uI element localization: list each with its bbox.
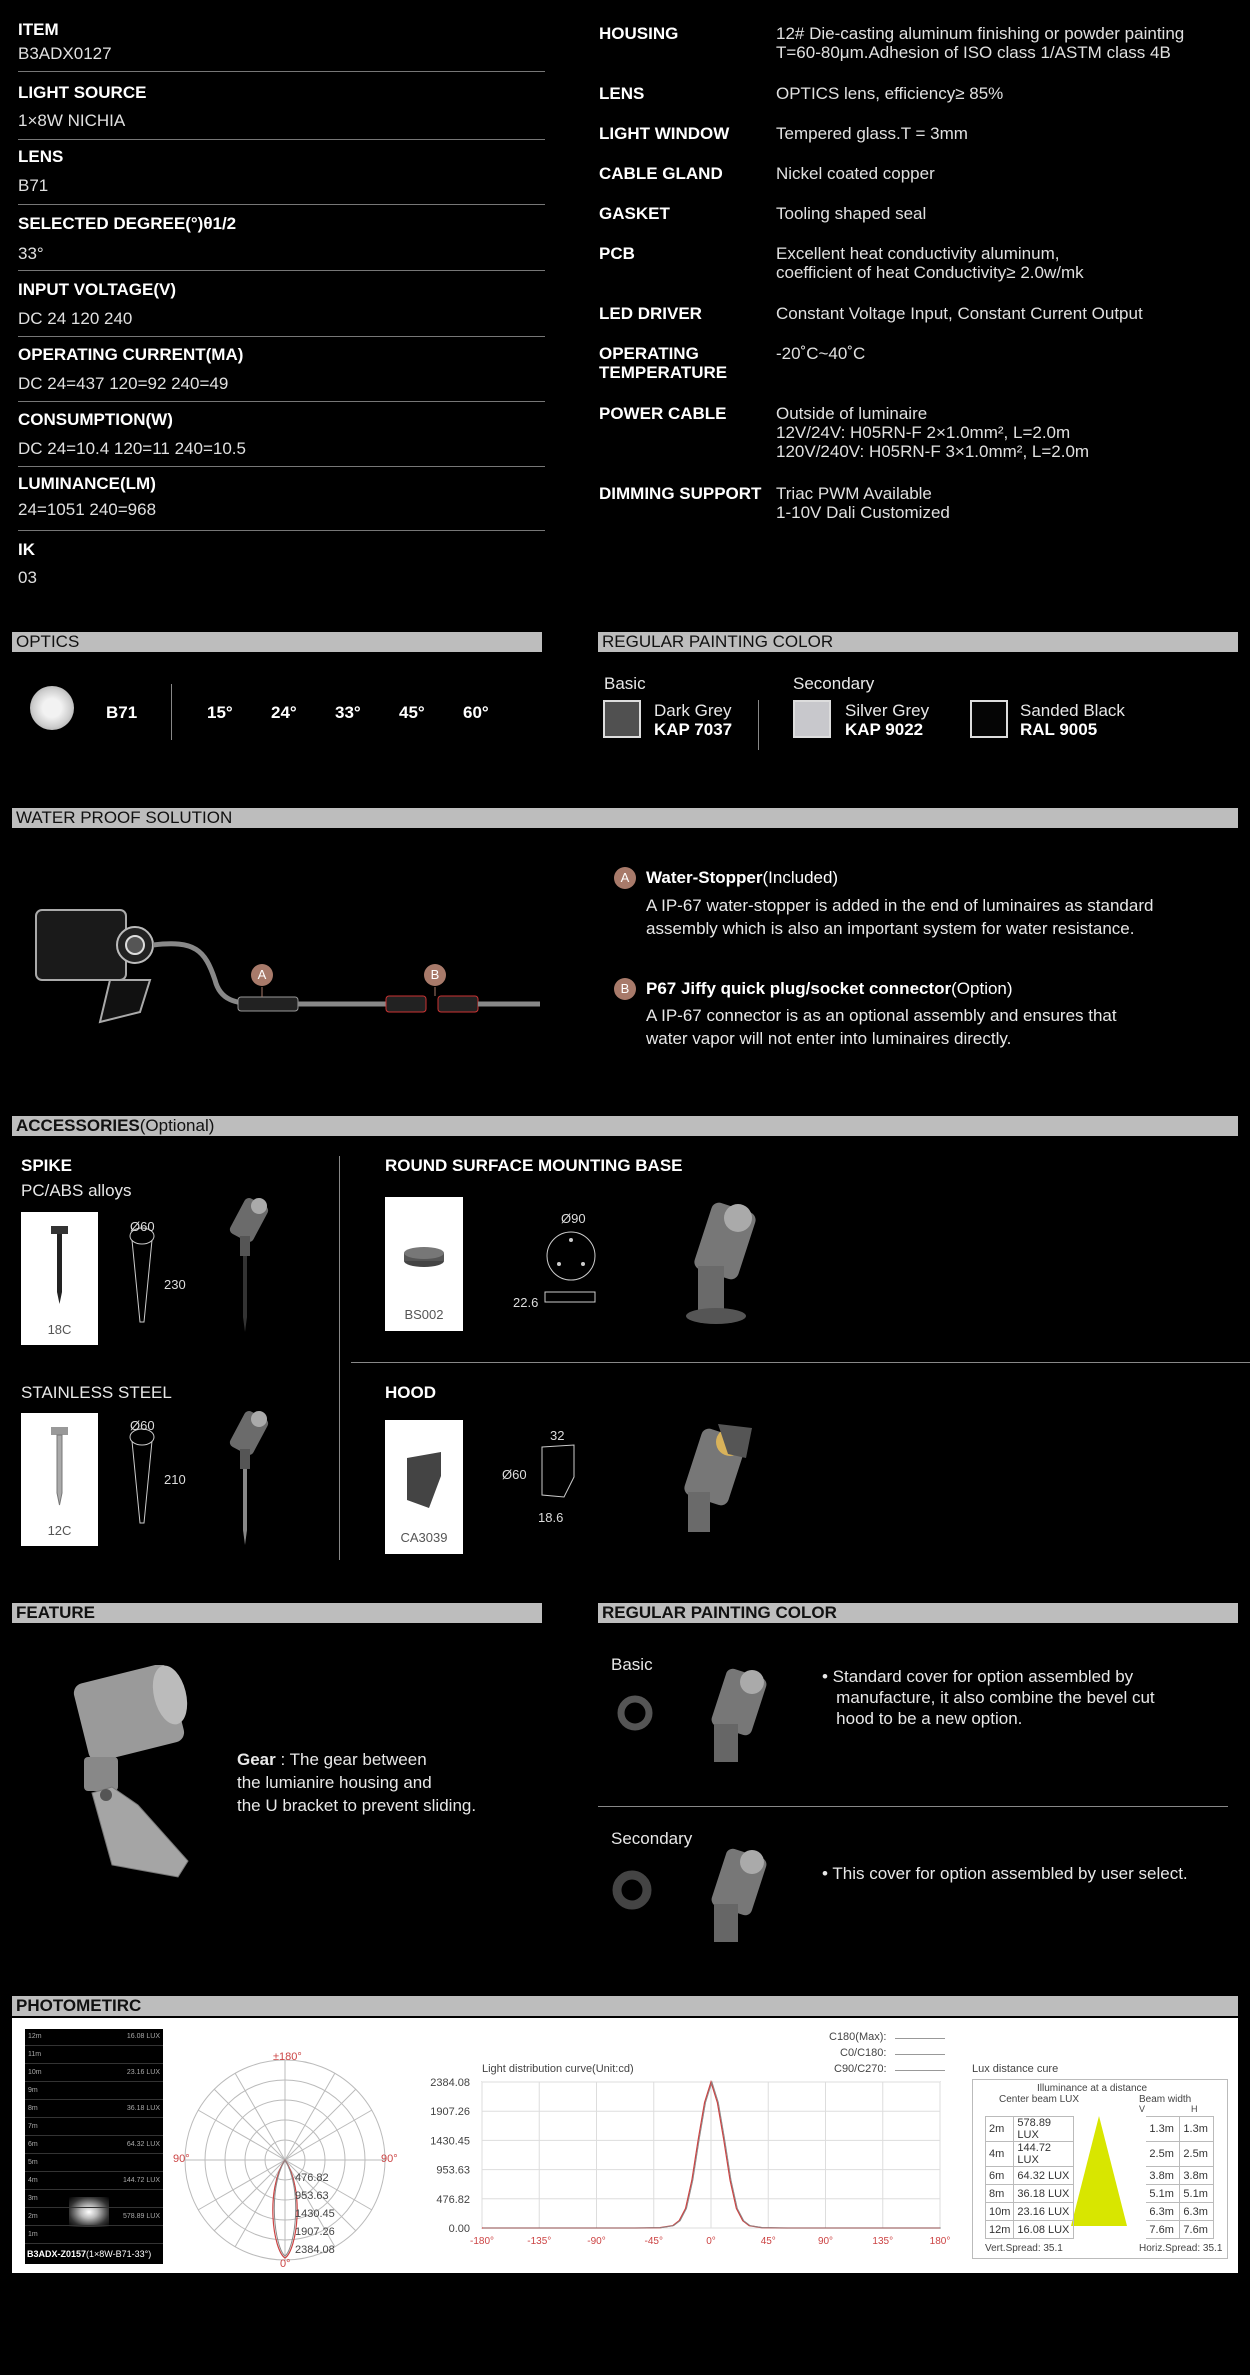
base-title: ROUND SURFACE MOUNTING BASE [385,1156,683,1175]
beam-gridline [25,2225,163,2226]
color-name: Silver Grey [845,701,930,720]
lux-cell: 12m [986,2221,1014,2239]
chart-x-tick-label: -90° [587,2236,606,2247]
chart-x-tick-label: -180° [469,2236,495,2247]
beam-distance-label: 4m [28,2177,38,2184]
lux-v-label: V [1139,2104,1146,2114]
accessories-divider [339,1156,340,1560]
optics-degree: 60° [463,703,489,722]
spec-label: CONSUMPTION(W) [18,410,173,429]
lux-horiz-spread: Horiz.Spread: 35.1 [1139,2243,1223,2254]
beam-lux-label: 23.16 LUX [126,2069,160,2076]
spec-label: CABLE GLAND [599,164,723,183]
beam-gridline [25,2135,163,2136]
beam-distance-label: 7m [28,2123,38,2130]
chart-y-tick-label: 2384.08 [430,2077,470,2089]
lux-cell [1074,2221,1146,2239]
color-swatch-dark-grey [603,700,641,738]
lux-cell: 2.5m [1146,2142,1180,2167]
spec-label: OPERATING TEMPERATURE [599,344,728,382]
polar-bottom-label: 0° [280,2258,291,2270]
hood-lamp-image [668,1418,768,1548]
hood-drawing [538,1437,588,1507]
beam-distance-label: 5m [28,2159,38,2166]
color-swatch-silver-grey [793,700,831,738]
optics-header: OPTICS [12,632,542,652]
spec-label: SELECTED DEGREE(°)θ1/2 [18,214,237,233]
accessories-header: ACCESSORIES(Optional) [12,1116,1238,1136]
chart-x-tick-label: -45° [644,2236,663,2247]
polar-top-label: ±180° [273,2051,302,2063]
lux-cell: 6.3m [1180,2203,1214,2221]
spec-value: Triac PWM Available 1-10V Dali Customized [776,484,950,522]
chart-y-tick-label: 953.63 [436,2164,470,2177]
beam-gridline [25,2153,163,2154]
beam-lux-label: 16.08 LUX [126,2033,160,2040]
lux-cell [1074,2117,1146,2142]
chart-y-tick-label: 476.82 [436,2193,470,2206]
beam-spread-image [25,2029,163,2264]
lux-title: Lux distance cure [972,2063,1059,2075]
spec-value: Nickel coated copper [776,164,935,183]
polar-right-label: 90° [381,2153,398,2165]
waterproof-illustration [20,900,540,1040]
lux-cell: 6.3m [1146,2203,1180,2221]
gear-illustration [58,1665,218,1895]
spec-value: DC 24=437 120=92 240=49 [18,374,229,393]
beam-model-caption: B3ADX-Z0157(1×8W-B71-33°) [27,2249,152,2259]
painting2-header: REGULAR PAINTING COLOR [598,1603,1238,1623]
beam-gridline [25,2171,163,2172]
lux-cell: 2m [986,2117,1014,2142]
spec-label: LED DRIVER [599,304,702,323]
chart-y-tick-label: 0.00 [448,2223,470,2235]
spec-label: GASKET [599,204,670,223]
polar-ring-label: 476.82 [295,2172,329,2184]
lux-cell: 144.72 LUX [1014,2142,1074,2167]
chart-y-tick-label: 1430.45 [430,2135,470,2148]
chart-x-tick-label: -135° [527,2236,552,2247]
base-lamp-image [680,1196,780,1326]
basic-lamp-image [700,1660,790,1770]
lux-cell: 64.32 LUX [1014,2167,1074,2185]
lux-cell: 3.8m [1180,2167,1214,2185]
ss-title: STAINLESS STEEL [21,1383,172,1402]
basic-cover-ring [617,1695,653,1731]
spec-label: PCB [599,244,635,263]
beam-distance-label: 10m [28,2069,42,2076]
lux-cell: 36.18 LUX [1014,2185,1074,2203]
lux-beam-label: Beam width [1139,2094,1192,2105]
water-stopper-title: Water-Stopper(Included) [646,868,839,887]
spec-label: HOUSING [599,24,679,43]
lux-row [986,2142,1214,2167]
beam-lux-label: 578.89 LUX [123,2213,160,2220]
lux-cell: 10m [986,2203,1014,2221]
spec-value: B3ADX0127 [18,44,112,63]
painting-basic-label: Basic [604,674,646,693]
ss-product-card: 12C [21,1413,98,1546]
spec-value: 24=1051 240=968 [18,500,157,519]
chart-x-tick-label: 90° [817,2236,834,2247]
beam-distance-label: 9m [28,2087,38,2094]
polar-ring-label: 1907.26 [295,2226,335,2238]
beam-lux-label: 36.18 LUX [126,2105,160,2112]
lux-cell: 8m [986,2185,1014,2203]
spec-value: 03 [18,568,37,587]
feature-header: FEATURE [12,1603,542,1623]
painting2-divider [598,1806,1228,1807]
spec-value: 1×8W NICHIA [18,111,126,130]
chart-x-tick-label: 0° [706,2236,716,2247]
beam-gridline [25,2045,163,2046]
legend-line [895,2054,945,2055]
chart-x-tick-label: 135° [872,2236,894,2247]
color-code: KAP 7037 [654,720,733,739]
lux-cell: 16.08 LUX [1014,2221,1074,2239]
lux-row [986,2203,1214,2221]
marker-a-legend: A [614,867,636,889]
lux-cell: 1.3m [1180,2117,1214,2142]
spec-label: IK [18,540,35,559]
spec-label: LENS [18,147,64,166]
lux-cell: 2.5m [1180,2142,1214,2167]
photometric-header: PHOTOMETIRC [12,1996,1238,2016]
base-product-card: BS002 [385,1197,463,1331]
spec-label: ITEM [18,20,59,39]
lux-row [986,2117,1214,2142]
marker-b: B [424,964,446,986]
spec-value: DC 24=10.4 120=11 240=10.5 [18,439,246,458]
spec-label: LIGHT WINDOW [599,124,730,143]
marker-a: A [251,964,273,986]
polar-left-label: 90° [173,2153,190,2165]
legend-c90: C90/C270: [834,2063,887,2075]
secondary-cover-ring [612,1870,652,1910]
legend-line [895,2038,945,2039]
connector-desc: A IP-67 connector is as an optional assembly and ensures that water vapor will not enter into luminaires directly. [646,1006,1117,1048]
spec-label: LIGHT SOURCE [18,83,147,102]
beam-lux-label: 144.72 LUX [123,2177,160,2184]
lux-panel [972,2079,1228,2259]
color-name: Dark Grey [654,701,732,720]
optics-divider [171,684,172,740]
spec-value: 12# Die-casting aluminum finishing or powder painting T=60-80μm.Adhesion of ISO class 1/ASTM class 4B [776,24,1185,62]
spike-len: 230 [164,1277,186,1292]
ss-dia: Ø60 [130,1418,155,1433]
hood-title: HOOD [385,1383,436,1402]
spike-lamp-image [218,1192,278,1342]
beam-distance-label: 12m [28,2033,42,2040]
spec-label: LENS [599,84,645,103]
gear-description: Gear : The gear between the lumianire housing and the U bracket to prevent sliding. [237,1750,477,1815]
basic-cover-note: • Standard cover for option assembled by manufacture, it also combine the bevel cut hood to be a new option. [822,1667,1155,1728]
lux-cell [1074,2185,1146,2203]
spec-value: OPTICS lens, efficiency≥ 85% [776,84,1004,103]
polar-ring-label: 953.63 [295,2190,329,2202]
spec-label: INPUT VOLTAGE(V) [18,280,177,299]
marker-b-legend: B [614,978,636,1000]
spec-label: OPERATING CURRENT(MA) [18,345,244,364]
lux-cell: 3.8m [1146,2167,1180,2185]
hood-height: 18.6 [538,1510,564,1525]
beam-distance-label: 3m [28,2195,38,2202]
spike-material: PC/ABS alloys [21,1181,132,1200]
optics-degree: 24° [271,703,297,722]
lux-row [986,2167,1214,2185]
beam-gridline [25,2063,163,2064]
spec-value: Excellent heat conductivity aluminum, coefficient of heat Conductivity≥ 2.0w/mk [776,244,1084,282]
beam-gridline [25,2081,163,2082]
beam-distance-label: 2m [28,2213,38,2220]
lux-cell [1074,2142,1146,2167]
waterproof-header: WATER PROOF SOLUTION [12,808,1238,828]
painting-secondary-label: Secondary [793,674,875,693]
lux-cell: 578.89 LUX [1014,2117,1074,2142]
hood-dia: Ø60 [502,1467,527,1482]
polar-diagram [165,2050,415,2270]
secondary-cover-note: • This cover for option assembled by user select. [822,1864,1188,1883]
spec-value: Outside of luminaire 12V/24V: H05RN-F 2×1.0mm², L=2.0m 120V/240V: H05RN-F 3×1.0mm², L=2.0m [776,404,1090,461]
base-drawing [541,1226,601,1306]
hood-width: 32 [550,1428,565,1443]
chart-x-tick-label: 180° [929,2236,950,2247]
beam-gridline [25,2099,163,2100]
spec-value: DC 24 120 240 [18,309,133,328]
chart-y-tick-label: 1907.26 [430,2106,470,2119]
beam-gridline [25,2189,163,2190]
curve-title: Light distribution curve(Unit:cd) [482,2063,634,2075]
lux-row [986,2221,1214,2239]
spec-value: 33° [18,244,44,263]
color-code: KAP 9022 [845,720,924,739]
painting2-secondary-label: Secondary [611,1829,693,1848]
lux-cell [1074,2167,1146,2185]
painting2-basic-label: Basic [611,1655,653,1674]
beam-lux-label: 64.32 LUX [126,2141,160,2148]
spike-title: SPIKE [21,1156,73,1175]
legend-c180: C180(Max): [829,2031,887,2043]
spike-dia: Ø60 [130,1219,155,1234]
lux-cell: 7.6m [1146,2221,1180,2239]
hood-product-card: CA3039 [385,1420,463,1554]
spec-label: POWER CABLE [599,404,727,423]
spec-value: -20˚C~40˚C [776,344,866,363]
beam-gridline [25,2243,163,2244]
color-swatch-sanded-black [970,700,1008,738]
accessories-hline [351,1362,1250,1363]
painting-header: REGULAR PAINTING COLOR [598,632,1238,652]
ss-lamp-image [218,1405,278,1555]
lux-h-label: H [1191,2104,1198,2114]
lux-cell: 5.1m [1146,2185,1180,2203]
color-code: RAL 9005 [1020,720,1098,739]
spec-label: DIMMING SUPPORT [599,484,762,503]
optics-degree: 33° [335,703,361,722]
beam-distance-label: 11m [28,2051,42,2058]
light-distribution-chart [420,2070,950,2270]
chart-series-line [483,2082,941,2228]
water-stopper-desc: A IP-67 water-stopper is added in the end of luminaires as standard assembly which is also an important system for water resistance. [646,896,1154,938]
lux-header: Illuminance at a distance [1037,2083,1148,2094]
spec-value: B71 [18,176,49,195]
polar-ring-label: 1430.45 [295,2208,335,2220]
spec-value: Tempered glass.T = 3mm [776,124,968,143]
lux-cell: 7.6m [1180,2221,1214,2239]
beam-glow [69,2197,109,2227]
lux-table [985,2116,1214,2239]
connector-title: P67 Jiffy quick plug/socket connector(Option) [646,979,1013,998]
lux-cell: 6m [986,2167,1014,2185]
beam-distance-label: 8m [28,2105,38,2112]
lux-row [986,2185,1214,2203]
lux-vert-spread: Vert.Spread: 35.1 [985,2243,1063,2254]
base-dia: Ø90 [561,1211,586,1226]
secondary-lamp-image [700,1840,790,1950]
optics-degree: 45° [399,703,425,722]
optics-lens: B71 [106,703,138,722]
optics-degree: 15° [207,703,233,722]
spec-label: LUMINANCE(LM) [18,474,156,493]
beam-gridline [25,2207,163,2208]
lux-cell: 4m [986,2142,1014,2167]
painting-divider [758,700,759,750]
lux-cell: 1.3m [1146,2117,1180,2142]
beam-distance-label: 1m [28,2231,38,2238]
lux-cell: 5.1m [1180,2185,1214,2203]
lux-cell: 23.16 LUX [1014,2203,1074,2221]
polar-ring-label: 2384.08 [295,2244,335,2256]
color-name: Sanded Black [1020,701,1125,720]
spec-value: Tooling shaped seal [776,204,927,223]
spec-value: Constant Voltage Input, Constant Current Output [776,304,1143,323]
beam-gridline [25,2117,163,2118]
lens-icon [30,686,74,730]
beam-distance-label: 6m [28,2141,38,2148]
spike-product-card: 18C [21,1212,98,1345]
base-height: 22.6 [513,1295,539,1310]
legend-c0: C0/C180: [840,2047,887,2059]
lux-center-label: Center beam LUX [999,2094,1080,2105]
lux-cell [1074,2203,1146,2221]
chart-x-tick-label: 45° [760,2236,776,2247]
ss-len: 210 [164,1472,186,1487]
